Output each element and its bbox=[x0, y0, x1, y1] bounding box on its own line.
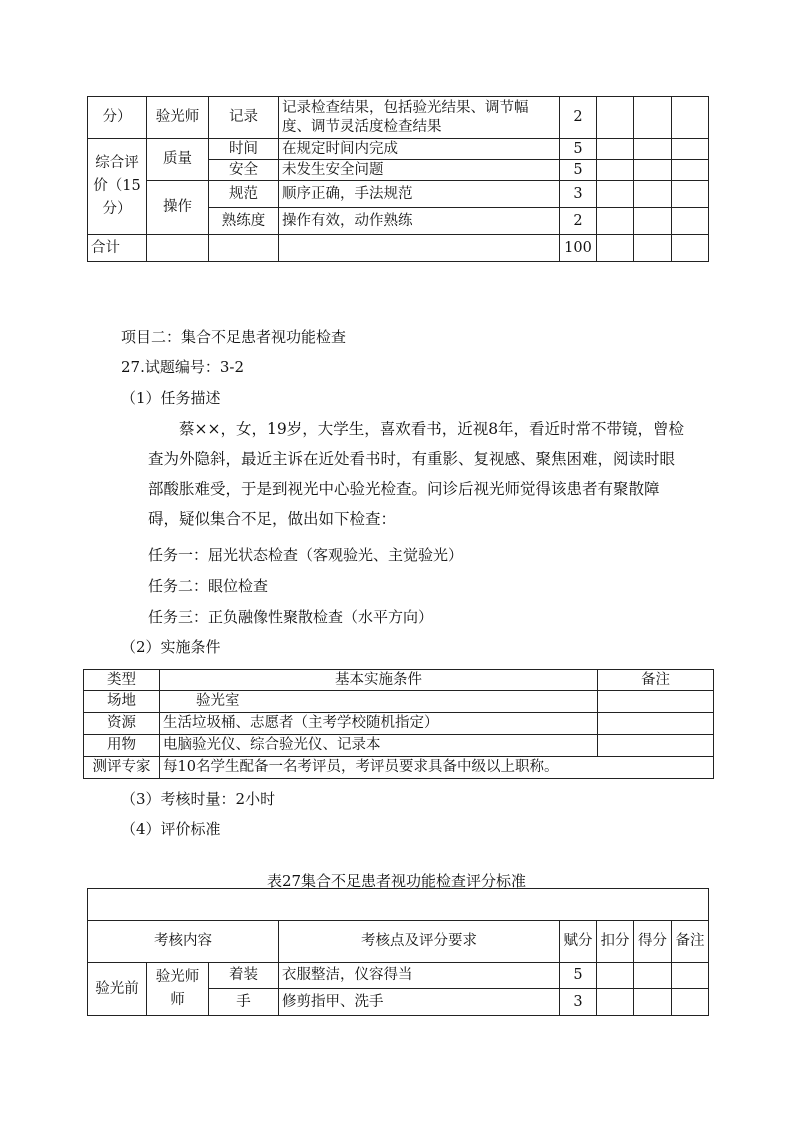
empty-cell bbox=[597, 160, 634, 181]
duration-line: （3）考核时量：2小时 bbox=[121, 790, 276, 808]
score-cell: 2 bbox=[560, 97, 597, 139]
question-number: 27.试题编号：3-2 bbox=[121, 358, 245, 376]
empty-cell bbox=[672, 139, 709, 160]
table-cell: 时间 bbox=[209, 139, 279, 160]
empty-cell bbox=[672, 989, 709, 1016]
table-cell: 操作有效，动作熟练 bbox=[279, 208, 560, 235]
table-cell: 手 bbox=[209, 989, 279, 1016]
table-header: 基本实施条件 bbox=[160, 670, 598, 691]
empty-cell bbox=[634, 989, 672, 1016]
table-cell: 衣服整洁，仪容得当 bbox=[279, 963, 560, 989]
empty-cell bbox=[634, 139, 672, 160]
criteria-heading: （4）评价标准 bbox=[121, 820, 221, 838]
scoring-table-continued bbox=[87, 96, 709, 262]
empty-cell bbox=[634, 208, 672, 235]
score-cell: 5 bbox=[560, 963, 597, 989]
table-cell: 验光室 bbox=[160, 691, 598, 713]
table-caption: 表27集合不足患者视功能检查评分标准 bbox=[266, 872, 527, 890]
empty-cell bbox=[672, 181, 709, 208]
table-cell: 每10名学生配备一名考评员，考评员要求具备中级以上职称。 bbox=[160, 757, 714, 779]
total-score-cell: 100 bbox=[560, 235, 597, 262]
table-header: 考核内容 bbox=[88, 921, 279, 963]
total-label-cell: 合计 bbox=[88, 235, 147, 262]
empty-cell bbox=[672, 235, 709, 262]
table-header: 考核点及评分要求 bbox=[279, 921, 560, 963]
empty-cell bbox=[672, 208, 709, 235]
score-cell: 3 bbox=[560, 989, 597, 1016]
table-cell: 场地 bbox=[84, 691, 160, 713]
task-item: 任务三：正负融像性聚散检查（水平方向） bbox=[148, 608, 434, 626]
task-item: 任务二：眼位检查 bbox=[148, 577, 269, 595]
table-cell: 顺序正确，手法规范 bbox=[279, 181, 560, 208]
empty-cell bbox=[597, 139, 634, 160]
table-cell: 着装 bbox=[209, 963, 279, 989]
table-cell: 电脑验光仪、综合验光仪、记录本 bbox=[160, 735, 598, 757]
table-header: 备注 bbox=[598, 670, 714, 691]
score-cell: 5 bbox=[560, 160, 597, 181]
empty-cell bbox=[634, 235, 672, 262]
empty-cell bbox=[598, 691, 714, 713]
table-header: 扣分 bbox=[597, 921, 634, 963]
empty-cell bbox=[672, 963, 709, 989]
table-header: 得分 bbox=[634, 921, 672, 963]
score-cell: 5 bbox=[560, 139, 597, 160]
empty-cell bbox=[597, 235, 634, 262]
project-title: 项目二：集合不足患者视功能检查 bbox=[121, 328, 347, 346]
score-cell: 2 bbox=[560, 208, 597, 235]
empty-cell bbox=[597, 97, 634, 139]
score-cell: 3 bbox=[560, 181, 597, 208]
empty-cell bbox=[147, 235, 209, 262]
task-description: 蔡××，女，19岁，大学生，喜欢看书，近视8年，看近时常不带镜，曾检查为外隐斜，最近主诉在近处看书时，有重影、复视感、聚焦困难，阅读时眼部酸胀难受，于是到视光中心验光检查。问诊后视光师觉得该患者有聚散障碍，疑似集合不足，做出如下检查： bbox=[148, 420, 685, 528]
table-cell: 测评专家 bbox=[84, 757, 160, 779]
table-cell: 修剪指甲、洗手 bbox=[279, 989, 560, 1016]
empty-cell bbox=[634, 181, 672, 208]
conditions-heading: （2）实施条件 bbox=[121, 638, 221, 656]
empty-cell bbox=[672, 160, 709, 181]
empty-cell bbox=[634, 160, 672, 181]
task-item: 任务一：屈光状态检查（客观验光、主觉验光） bbox=[148, 546, 464, 564]
table-cell: 用物 bbox=[84, 735, 160, 757]
empty-cell bbox=[597, 181, 634, 208]
empty-cell bbox=[672, 97, 709, 139]
scoring-table-27 bbox=[87, 888, 709, 1016]
operation-label-cell: 操作 bbox=[147, 181, 209, 235]
table-cell: 记录 bbox=[209, 97, 279, 139]
task-description-heading: （1）任务描述 bbox=[121, 389, 221, 407]
table-header: 赋分 bbox=[560, 921, 597, 963]
table-cell: 规范 bbox=[209, 181, 279, 208]
table-cell: 资源 bbox=[84, 713, 160, 735]
table-cell: 未发生安全问题 bbox=[279, 160, 560, 181]
table-cell: 熟练度 bbox=[209, 208, 279, 235]
table-cell: 分） bbox=[88, 97, 147, 139]
table-cell: 验光师 bbox=[147, 97, 209, 139]
empty-cell bbox=[597, 963, 634, 989]
empty-cell bbox=[597, 208, 634, 235]
role-cell: 验光师师 bbox=[147, 963, 209, 1016]
group-label-cell: 综合评价（15分） bbox=[88, 139, 147, 235]
empty-cell bbox=[597, 989, 634, 1016]
conditions-table bbox=[83, 669, 714, 779]
table-cell: 记录检查结果，包括验光结果、调节幅度、调节灵活度检查结果 bbox=[279, 97, 560, 139]
empty-cell bbox=[634, 963, 672, 989]
empty-cell bbox=[598, 735, 714, 757]
table-cell: 生活垃圾桶、志愿者（主考学校随机指定） bbox=[160, 713, 598, 735]
table-cell: 安全 bbox=[209, 160, 279, 181]
table-header: 类型 bbox=[84, 670, 160, 691]
table-header: 备注 bbox=[672, 921, 709, 963]
empty-cell bbox=[209, 235, 279, 262]
stage-cell: 验光前 bbox=[88, 963, 147, 1016]
quality-label-cell: 质量 bbox=[147, 139, 209, 181]
empty-cell bbox=[598, 713, 714, 735]
table-cell: 在规定时间内完成 bbox=[279, 139, 560, 160]
empty-cell bbox=[634, 97, 672, 139]
empty-cell bbox=[279, 235, 560, 262]
empty-title-row bbox=[88, 889, 709, 921]
